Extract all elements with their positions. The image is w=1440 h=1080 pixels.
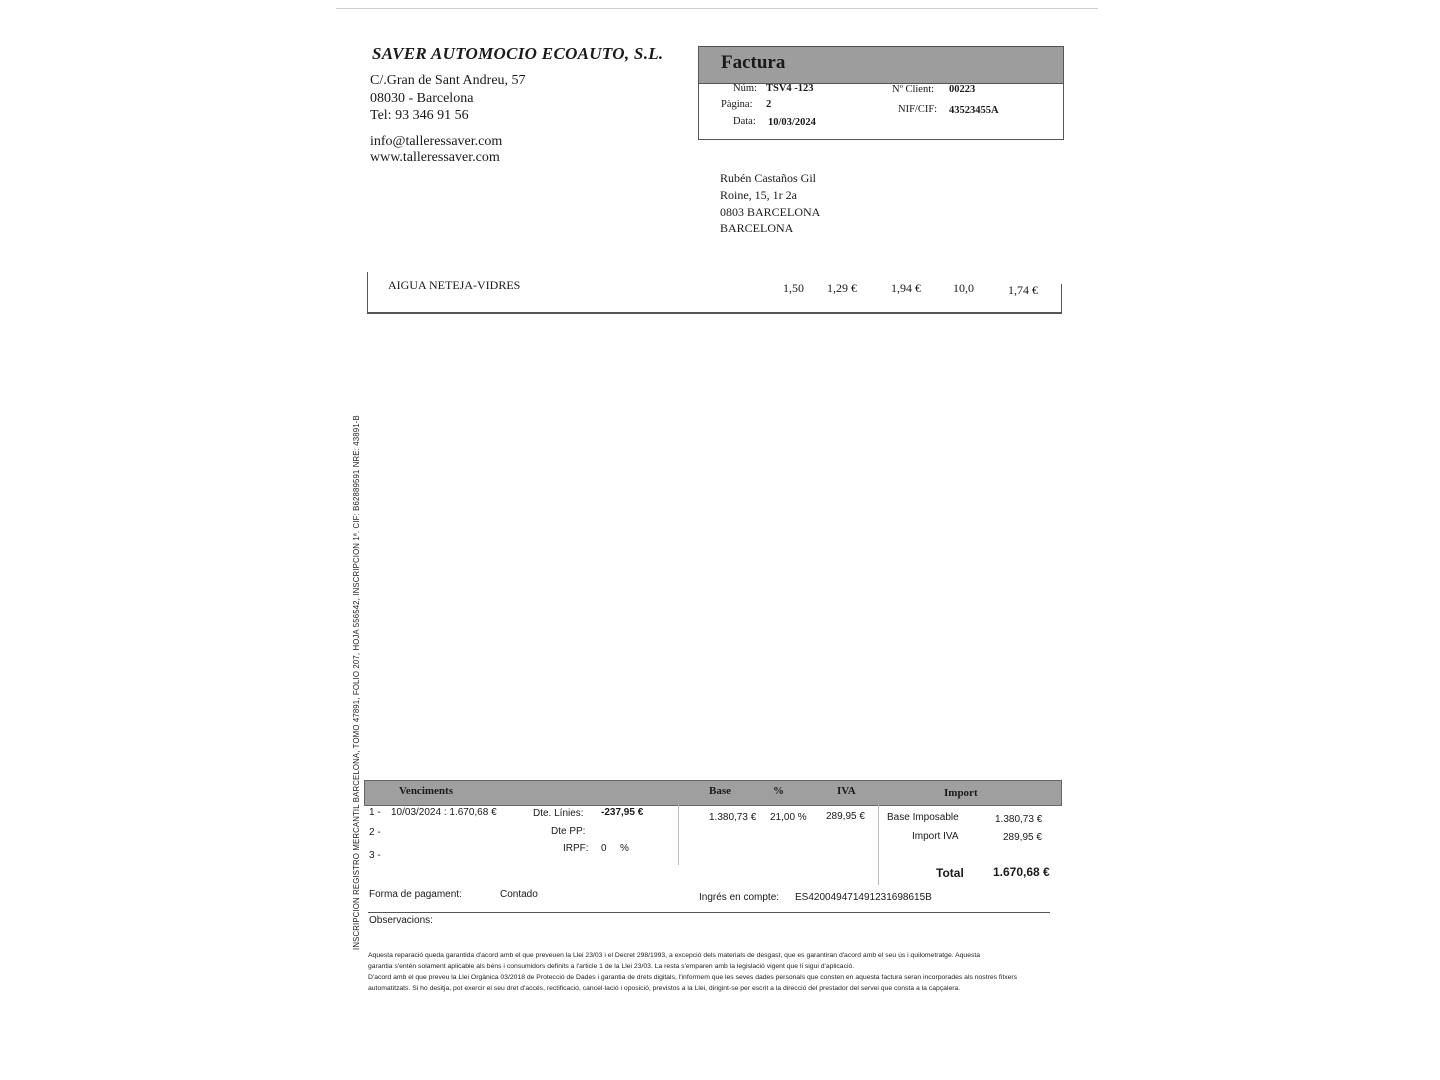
base-imposable-value: 1.380,73 € bbox=[995, 814, 1043, 825]
registry-vertical-text: INSCRIPCION REGISTRO MERCANTIL BARCELONA, TOMO 47891, FOLIO 207, HOJA 556542, INSCRIPCION 1ª. CIF: B62889591 NRE: 43891-B bbox=[352, 415, 361, 950]
invoice-title-bar bbox=[699, 47, 1063, 84]
company-name: SAVER AUTOMOCIO ECOAUTO, S.L. bbox=[372, 44, 664, 63]
invoice-number-value: TSV4 -123 bbox=[766, 83, 814, 94]
due-3-number: 3 - bbox=[369, 850, 381, 861]
invoice-title: Factura bbox=[721, 52, 786, 73]
invoice-date-label: Data: bbox=[733, 116, 756, 127]
irpf-value: 0 bbox=[601, 843, 607, 854]
legal-text-line: automatitzats. Si ho desitja, pot exercir el seu dret d'accés, rectificació, cancel·lació i oposició, previstos a la Llei, dirigint-se per escrit a la direcció del prestador del servei que consta a la capçalera. bbox=[368, 985, 961, 992]
nif-value: 43523455A bbox=[949, 105, 999, 116]
invoice-date-value: 10/03/2024 bbox=[768, 117, 816, 128]
import-iva-label: Import IVA bbox=[912, 831, 959, 842]
due-1-text: 10/03/2024 : 1.670,68 € bbox=[391, 807, 497, 818]
invoice-page-label: Pàgina: bbox=[721, 99, 753, 110]
customer-region: BARCELONA bbox=[720, 221, 794, 235]
header-iva: IVA bbox=[837, 785, 856, 797]
column-divider bbox=[878, 805, 879, 885]
tax-base-value: 1.380,73 € bbox=[709, 812, 757, 823]
header-venciments: Venciments bbox=[399, 785, 453, 797]
invoice-number-label: Núm: bbox=[733, 83, 757, 94]
header-base: Base bbox=[709, 785, 731, 797]
customer-city: 0803 BARCELONA bbox=[720, 205, 821, 219]
due-2-number: 2 - bbox=[369, 827, 381, 838]
company-phone: Tel: 93 346 91 56 bbox=[370, 108, 469, 123]
dte-pp-label: Dte PP: bbox=[551, 826, 586, 837]
company-email: info@talleressaver.com bbox=[370, 134, 503, 149]
dte-linies-value: -237,95 € bbox=[601, 807, 644, 818]
line-item-gross: 1,94 € bbox=[891, 281, 921, 295]
observations-label: Observacions: bbox=[369, 915, 433, 926]
customer-name: Rubén Castaños Gil bbox=[720, 171, 816, 185]
totals-header-bar bbox=[364, 780, 1062, 806]
column-divider bbox=[678, 805, 679, 865]
customer-street: Roine, 15, 1r 2a bbox=[720, 188, 797, 202]
legal-text-line: D'acord amb el que preveu la Llei Orgànica 03/2018 de Protecció de Dades i garantia de drets digitals, l'informem que les seves dades personals que consten en aquesta factura seran incorporades als nostres fitxers bbox=[368, 974, 1018, 981]
invoice-page-value: 2 bbox=[766, 99, 772, 110]
legal-text-line: Aquesta reparació queda garantida d'acord amb el que preveuen la Llei 23/03 i el Decret 298/1993, a excepció dels materials de desgast, que es garantiran d'acord amb el seu ús i quilometratge. Aquesta bbox=[368, 952, 981, 959]
total-label: Total bbox=[936, 866, 964, 880]
footer-divider bbox=[368, 912, 1050, 913]
tax-iva-value: 289,95 € bbox=[826, 811, 865, 822]
irpf-label: IRPF: bbox=[563, 843, 589, 854]
import-iva-value: 289,95 € bbox=[1003, 832, 1042, 843]
company-street: C/.Gran de Sant Andreu, 57 bbox=[370, 73, 526, 88]
invoice-info-box bbox=[698, 46, 1064, 140]
line-item-quantity: 1,50 bbox=[783, 281, 804, 295]
payment-method-label: Forma de pagament: bbox=[369, 889, 462, 900]
dte-linies-label: Dte. Línies: bbox=[533, 808, 584, 819]
due-1-number: 1 - bbox=[369, 807, 381, 818]
header-import: Import bbox=[944, 787, 978, 799]
legal-text-line: garantia s'entén solament aplicable als béns i consumidors definits a l'article 1 de la Llei 23/03. La resta s'emparen amb la legislació vigent que li sigui d'aplicació. bbox=[368, 963, 855, 970]
tax-percent-value: 21,00 % bbox=[770, 812, 807, 823]
line-items-box-right-edge bbox=[1061, 284, 1062, 314]
line-item-description: AIGUA NETEJA-VIDRES bbox=[388, 278, 521, 292]
line-item-discount: 10,0 bbox=[953, 281, 974, 295]
irpf-unit: % bbox=[620, 843, 629, 854]
bank-account-label: Ingrés en compte: bbox=[699, 892, 780, 903]
header-percent: % bbox=[773, 785, 784, 797]
company-website: www.talleressaver.com bbox=[370, 150, 500, 165]
bank-account-value: ES420049471491231698615B bbox=[795, 892, 932, 903]
scan-top-border bbox=[336, 8, 1098, 9]
payment-method-value: Contado bbox=[500, 889, 538, 900]
nif-label: NIF/CIF: bbox=[898, 104, 938, 115]
client-number-label: Nº Client: bbox=[892, 84, 935, 95]
total-value: 1.670,68 € bbox=[993, 865, 1050, 879]
company-city: 08030 - Barcelona bbox=[370, 91, 474, 106]
line-item-price: 1,29 € bbox=[827, 281, 857, 295]
base-imposable-label: Base Imposable bbox=[887, 812, 959, 823]
line-item-amount: 1,74 € bbox=[1008, 283, 1038, 297]
client-number-value: 00223 bbox=[949, 84, 976, 95]
